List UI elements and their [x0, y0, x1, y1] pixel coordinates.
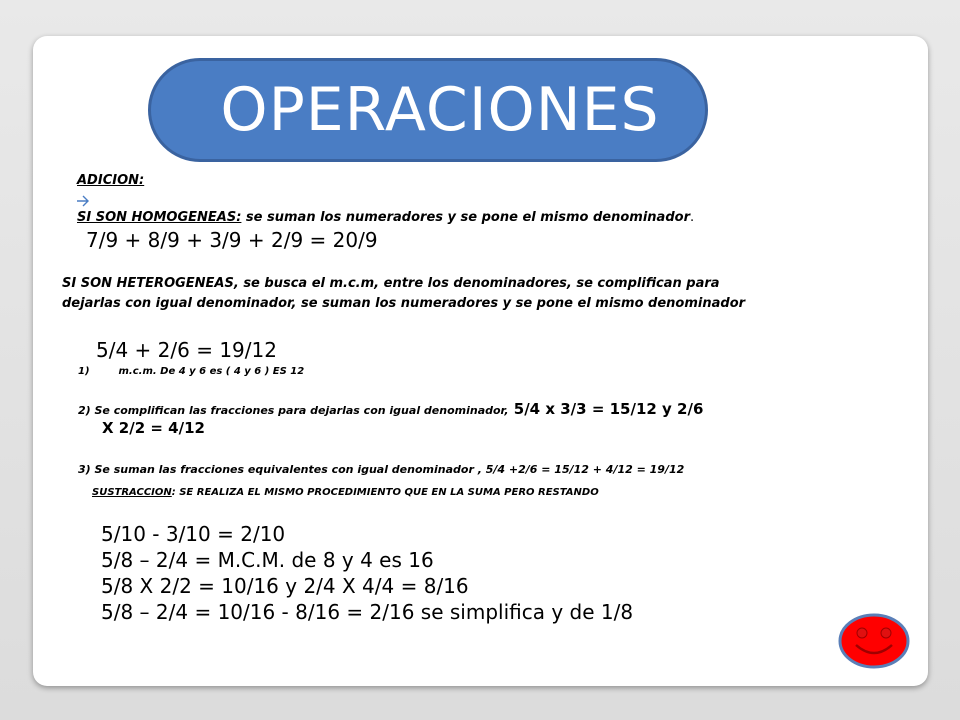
arrow-right-icon — [76, 193, 90, 207]
adicion-heading: ADICION: — [77, 173, 145, 188]
step2-line — [78, 399, 703, 418]
homogeneas-example: 7/9 + 8/9 + 3/9 + 2/9 = 20/9 — [86, 228, 378, 252]
sustraccion-line-1: 5/10 - 3/10 = 2/10 — [101, 522, 286, 546]
heterogeneas-example: 5/4 + 2/6 = 19/12 — [96, 338, 277, 362]
sustraccion-line-2: 5/8 – 2/4 = M.C.M. de 8 y 4 es 16 — [101, 548, 434, 572]
sustraccion-line-4: 5/8 – 2/4 = 10/16 - 8/16 = 2/16 se simplifica y de 1/8 — [101, 600, 634, 624]
step1-line — [78, 366, 304, 377]
homogeneas-text: se suman los numeradores y se pone el mismo denominador — [241, 210, 690, 225]
step2-text: 2) Se complifican las fracciones para dejarlas con igual denominador, — [78, 404, 509, 417]
sustraccion-line — [92, 487, 599, 498]
homogeneas-period: . — [689, 210, 695, 225]
sustraccion-text: : SE REALIZA EL MISMO PROCEDIMIENTO QUE EN LA SUMA PERO RESTANDO — [171, 487, 599, 498]
heterogeneas-line1: SI SON HETEROGENEAS, se busca el m.c.m, entre los denominadores, se complifican para — [62, 276, 720, 291]
step3-line: 3) Se suman las fracciones equivalentes con igual denominador , 5/4 +2/6 = 15/12 + 4/12 = 19/12 — [78, 463, 685, 476]
heterogeneas-line2: dejarlas con igual denominador, se suman los numeradores y se pone el mismo denominador — [62, 296, 746, 311]
title-banner — [148, 58, 708, 162]
smiley-face-icon — [838, 613, 910, 669]
sustraccion-label: SUSTRACCION — [92, 487, 172, 498]
step2-bold-text: 5/4 x 3/3 = 15/12 y 2/6 — [508, 400, 704, 418]
step2-bold-line2: X 2/2 = 4/12 — [102, 419, 205, 437]
page-title: OPERACIONES — [220, 75, 660, 145]
homogeneas-line — [77, 210, 694, 225]
step1-number: 1) — [78, 366, 90, 377]
homogeneas-label: SI SON HOMOGENEAS: — [77, 210, 242, 225]
step1-text: m.c.m. De 4 y 6 es ( 4 y 6 ) ES 12 — [118, 366, 305, 377]
sustraccion-line-3: 5/8 X 2/2 = 10/16 y 2/4 X 4/4 = 8/16 — [101, 574, 469, 598]
